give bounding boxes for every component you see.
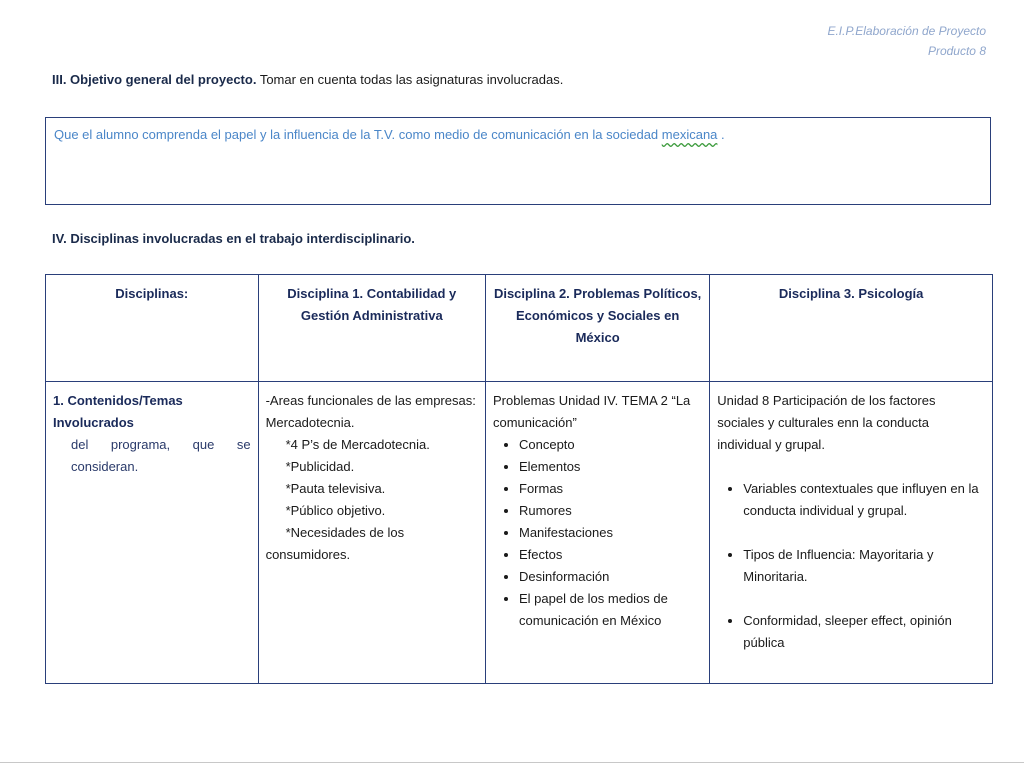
col3-bullet-list	[717, 610, 985, 654]
section-4-heading	[52, 231, 415, 246]
objective-text	[54, 127, 725, 142]
header-cell-disciplinas	[46, 275, 259, 382]
list-item: • Efectos	[519, 544, 702, 566]
header-label: Disciplina 3. Psicología	[778, 286, 924, 301]
list-item: • El papel de los medios de comunicación en México	[519, 588, 702, 632]
discipline-1-content	[258, 382, 485, 684]
spacer	[717, 522, 985, 544]
header-cell-discipline-3	[710, 275, 993, 382]
list-item: • Formas	[519, 478, 702, 500]
discipline-2-content	[486, 382, 710, 684]
list-item: • Concepto	[519, 434, 702, 456]
list-item: • Conformidad, sleeper effect, opinión pública	[743, 610, 985, 654]
section-4-title: IV. Disciplinas involucradas en el trabajo interdisciplinario.	[52, 231, 415, 246]
col1-item: *Público objetivo.	[285, 503, 386, 518]
spacer	[717, 588, 985, 610]
col2-intro: Problemas Unidad IV. TEMA 2 “La comunicación”	[493, 393, 691, 430]
discipline-3-content	[710, 382, 993, 684]
col1-intro: -Areas funcionales de las empresas: Mercadotecnia.	[265, 393, 476, 430]
list-item: • Elementos	[519, 456, 702, 478]
col1-item: *Publicidad.	[285, 459, 355, 474]
list-item: • Tipos de Influencia: Mayoritaria y Minoritaria.	[743, 544, 985, 588]
header-label: Disciplina 2. Problemas Políticos, Económicos y Sociales en México	[493, 286, 702, 345]
header-project-title: E.I.P.Elaboración de Proyecto	[827, 24, 986, 38]
row-label: 1. Contenidos/Temas Involucrados	[53, 393, 183, 430]
list-item: • Rumores	[519, 500, 702, 522]
col1-item: *Necesidades de los	[285, 525, 405, 540]
table-header-row	[46, 275, 993, 382]
col3-intro: Unidad 8 Participación de los factores sociales y culturales enn la conducta individual y grupal.	[717, 393, 936, 452]
col3-bullet-list	[717, 478, 985, 522]
section-3-heading	[52, 72, 563, 87]
header-cell-discipline-2	[486, 275, 710, 382]
objective-box[interactable]	[45, 117, 991, 205]
col1-tail: consumidores.	[265, 547, 351, 562]
objective-text-main: Que el alumno comprenda el papel y la influencia de la T.V. como medio de comunicación en la sociedad	[54, 127, 662, 142]
spacer	[717, 456, 985, 478]
col1-item: *4 P’s de Mercadotecnia.	[285, 437, 430, 452]
col2-bullet-list	[493, 434, 702, 632]
row-label-cell	[46, 382, 259, 684]
objective-text-end: .	[717, 127, 725, 142]
list-item: • Manifestaciones	[519, 522, 702, 544]
table-row	[46, 382, 993, 684]
section-3-note: Tomar en cuenta todas las asignaturas involucradas.	[256, 72, 564, 87]
col1-item: *Pauta televisiva.	[285, 481, 386, 496]
header-product-number: Producto 8	[927, 44, 986, 58]
header-label: Disciplinas:	[115, 286, 189, 301]
list-item: • Desinformación	[519, 566, 702, 588]
row-sub-label: del programa, que se consideran.	[71, 437, 251, 474]
header-label: Disciplina 1. Contabilidad y Gestión Administrativa	[287, 286, 457, 323]
header-cell-discipline-1	[258, 275, 485, 382]
page-bottom-divider	[0, 762, 1024, 763]
col3-bullet-list	[717, 544, 985, 588]
disciplines-table	[45, 274, 993, 684]
list-item: • Variables contextuales que influyen en la conducta individual y grupal.	[743, 478, 985, 522]
section-3-title: III. Objetivo general del proyecto.	[52, 72, 257, 87]
spellcheck-underlined-word: mexicana	[661, 127, 718, 142]
